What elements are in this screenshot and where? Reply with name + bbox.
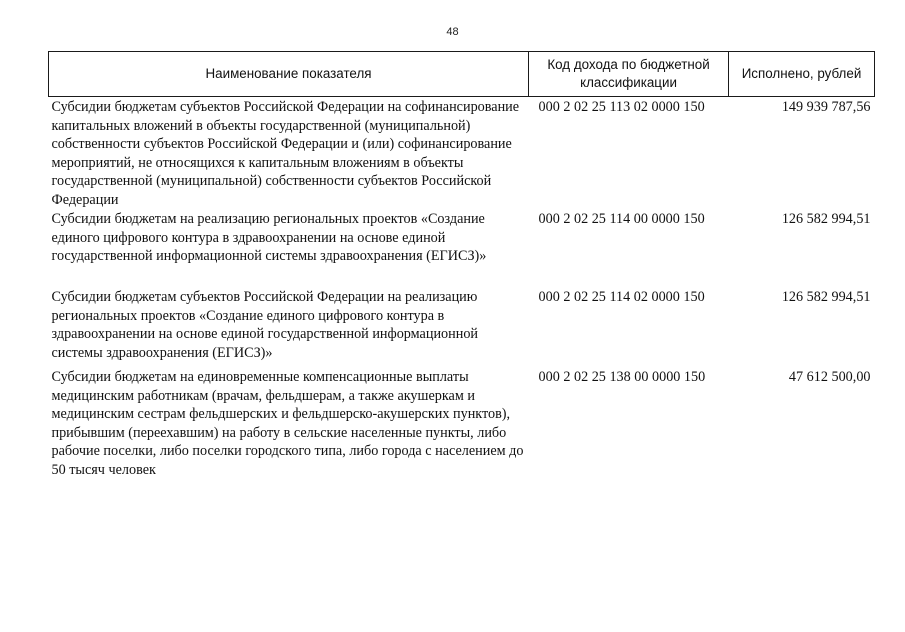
- executed-amount: 47 612 500,00: [788, 369, 871, 385]
- executed-amount: 126 582 994,51: [781, 289, 871, 305]
- income-code: 000 2 02 25 113 02 0000 150: [538, 99, 705, 115]
- indicator-name: Субсидии бюджетам на реализацию региональных проектов «Создание единого цифрового контура в здравоохранении на основе единой государственной информационной системы здравоохранения (ЕГИСЗ)»: [51, 211, 487, 265]
- indicator-name: Субсидии бюджетам субъектов Российской Федерации на софинансирование капитальных вложений в объекты государственной (муниципальной) собственности субъектов Российской Федерации и (или) софинансирование мероприятий, не относящихся к капитальным вложениям в объекты государственной (муниципальной) собственности субъектов Российской Федерации: [51, 99, 520, 208]
- header-indicator-name: Наименование показателя: [49, 52, 529, 97]
- table-body: [49, 97, 875, 480]
- header-executed-amount: Исполнено, рублей: [729, 52, 875, 97]
- header-income-code: Код дохода по бюджетной классификации: [529, 52, 729, 97]
- income-code: 000 2 02 25 114 00 0000 150: [538, 211, 705, 227]
- table-row: [49, 288, 875, 368]
- income-code: 000 2 02 25 114 02 0000 150: [538, 289, 705, 305]
- table-row: [49, 210, 875, 288]
- page-number: 48: [446, 26, 459, 38]
- executed-amount: 149 939 787,56: [781, 99, 871, 115]
- income-code: 000 2 02 25 138 00 0000 150: [538, 369, 706, 385]
- header-row: [49, 52, 875, 97]
- executed-amount: 126 582 994,51: [781, 211, 871, 227]
- indicator-name: Субсидии бюджетам на единовременные компенсационные выплаты медицинским работникам (врачам, фельдшерам, а также акушеркам и медицинским сестрам фельдшерских и фельдшерско-акушерских пунктов), прибывшим (переехавшим) на работу в сельские населенные пункты, либо рабочие поселки, либо поселки городского типа, либо города с населением до 50 тысяч человек: [51, 369, 524, 478]
- table-row: [49, 97, 875, 211]
- indicator-name: Субсидии бюджетам субъектов Российской Федерации на реализацию региональных проектов «Создание единого цифрового контура в здравоохранении на основе единой государственной информационной системы здравоохранения (ЕГИСЗ)»: [51, 289, 479, 361]
- budget-income-table: [48, 51, 875, 480]
- table-header: [49, 52, 875, 97]
- table-row: [49, 368, 875, 480]
